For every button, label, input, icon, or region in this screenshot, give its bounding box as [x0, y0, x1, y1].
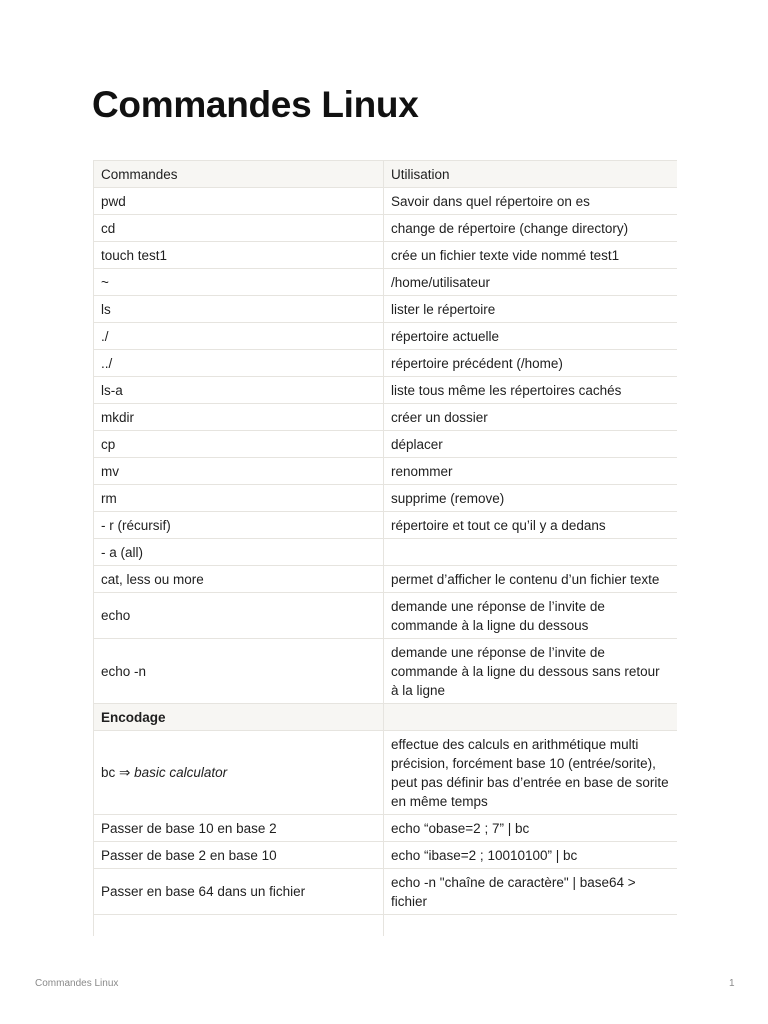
section-empty-cell — [384, 704, 678, 731]
usage-cell: permet d’afficher le contenu d’un fichier texte — [384, 566, 678, 593]
table-row — [94, 215, 678, 242]
command-cell: mv — [94, 458, 384, 485]
table-row — [94, 404, 678, 431]
command-text: bc ⇒ — [101, 765, 135, 780]
table-row — [94, 242, 678, 269]
table-row — [94, 377, 678, 404]
usage-cell — [384, 915, 678, 937]
command-cell: ./ — [94, 323, 384, 350]
table-row — [94, 350, 678, 377]
usage-cell: change de répertoire (change directory) — [384, 215, 678, 242]
usage-cell: liste tous même les répertoires cachés — [384, 377, 678, 404]
usage-cell: effectue des calculs en arithmétique multi précision, forcément base 10 (entrée/sorite), peut pas définir bas d’entrée en base de sorite en même temps — [384, 731, 678, 815]
table-row — [94, 431, 678, 458]
usage-cell: lister le répertoire — [384, 296, 678, 323]
table-row-empty — [94, 915, 678, 937]
usage-cell: déplacer — [384, 431, 678, 458]
command-cell: pwd — [94, 188, 384, 215]
table-row — [94, 188, 678, 215]
command-cell: echo — [94, 593, 384, 639]
command-cell — [94, 915, 384, 937]
table-row — [94, 296, 678, 323]
footer-page-number: 1 — [729, 978, 735, 989]
table-row — [94, 639, 678, 704]
command-cell: ~ — [94, 269, 384, 296]
table-row — [94, 458, 678, 485]
usage-cell: renommer — [384, 458, 678, 485]
table-row — [94, 269, 678, 296]
usage-cell: echo “ibase=2 ; 10010100” | bc — [384, 842, 678, 869]
commands-table-container — [93, 160, 677, 936]
header-cell-commandes: Commandes — [94, 161, 384, 188]
command-cell: mkdir — [94, 404, 384, 431]
command-cell: Passer de base 2 en base 10 — [94, 842, 384, 869]
table-row — [94, 593, 678, 639]
command-italic-text: basic calculator — [134, 765, 228, 780]
table-row — [94, 815, 678, 842]
table-row — [94, 869, 678, 915]
usage-cell: répertoire actuelle — [384, 323, 678, 350]
command-cell: echo -n — [94, 639, 384, 704]
command-cell: ls — [94, 296, 384, 323]
usage-cell: echo -n "chaîne de caractère" | base64 > fichier — [384, 869, 678, 915]
command-cell: ls-a — [94, 377, 384, 404]
command-cell: Passer en base 64 dans un fichier — [94, 869, 384, 915]
command-cell: rm — [94, 485, 384, 512]
table-row — [94, 842, 678, 869]
command-cell: Passer de base 10 en base 2 — [94, 815, 384, 842]
command-cell: ../ — [94, 350, 384, 377]
table-row — [94, 539, 678, 566]
usage-cell: répertoire et tout ce qu’il y a dedans — [384, 512, 678, 539]
usage-cell: répertoire précédent (/home) — [384, 350, 678, 377]
table-row — [94, 512, 678, 539]
usage-cell: Savoir dans quel répertoire on es — [384, 188, 678, 215]
usage-cell: echo “obase=2 ; 7” | bc — [384, 815, 678, 842]
command-cell: cp — [94, 431, 384, 458]
table-header-row — [94, 161, 678, 188]
table-row — [94, 485, 678, 512]
command-cell: - r (récursif) — [94, 512, 384, 539]
section-heading: Encodage — [94, 704, 384, 731]
table-row — [94, 566, 678, 593]
usage-cell: créer un dossier — [384, 404, 678, 431]
command-cell: cat, less ou more — [94, 566, 384, 593]
usage-cell: crée un fichier texte vide nommé test1 — [384, 242, 678, 269]
usage-cell: /home/utilisateur — [384, 269, 678, 296]
command-cell: cd — [94, 215, 384, 242]
page-title: Commandes Linux — [92, 84, 419, 125]
command-cell: touch test1 — [94, 242, 384, 269]
usage-cell — [384, 539, 678, 566]
usage-cell: supprime (remove) — [384, 485, 678, 512]
section-row-encodage — [94, 704, 678, 731]
footer-document-title: Commandes Linux — [35, 978, 119, 989]
table-row — [94, 731, 678, 815]
usage-cell: demande une réponse de l’invite de commande à la ligne du dessous sans retour à la ligne — [384, 639, 678, 704]
commands-table — [93, 160, 677, 936]
header-cell-utilisation: Utilisation — [384, 161, 678, 188]
table-row — [94, 323, 678, 350]
command-cell: - a (all) — [94, 539, 384, 566]
usage-cell: demande une réponse de l’invite de commande à la ligne du dessous — [384, 593, 678, 639]
command-cell — [94, 731, 384, 815]
